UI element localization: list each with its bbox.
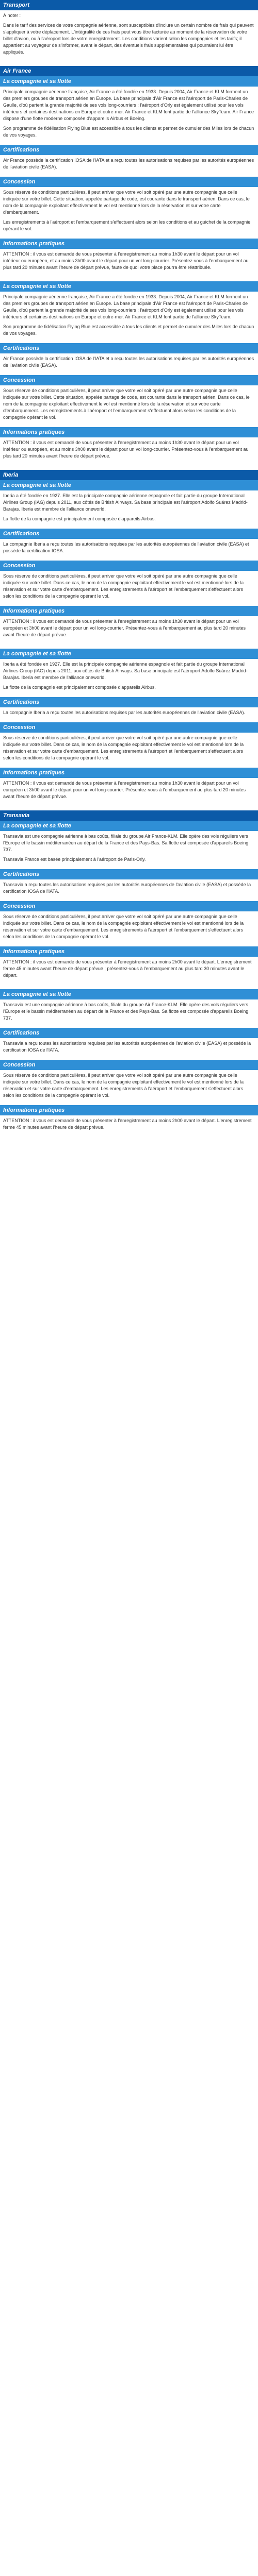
subheader-certifications: Certifications bbox=[0, 145, 258, 155]
company-paragraph: Transavia est une compagnie aérienne à bas coûts, filiale du groupe Air France-KLM. Elle opère des vols réguliers vers l'Europe et le bassin méditerranéen au départ de la France et des Pays-Bas. Sa flotte est composée d'appareils Boeing 737. bbox=[3, 834, 249, 852]
subheader-company: La compagnie et sa flotte bbox=[0, 480, 258, 490]
info-paragraph: ATTENTION : il vous est demandé de vous présenter à l'enregistrement au moins 1h30 avant le départ pour un vol européen et 3h00 avant le départ pour un vol long-courrier. Présentez-vous à l'embarquement au plus tard 20 minutes avant l'heure de départ prévue. bbox=[3, 781, 246, 799]
company-paragraph: La flotte de la compagnie est principalement composée d'appareils Airbus. bbox=[3, 516, 156, 521]
certifications-block bbox=[0, 1038, 258, 1060]
company-paragraph: Iberia a été fondée en 1927. Elle est la principale compagnie aérienne espagnole et fait partie du groupe International Airlines Group (IAG) depuis 2011, aux côtés de British Airways. Sa base principale est l'aéroport Adolfo Suárez Madrid-Barajas. Iberia est membre de l'alliance oneworld. bbox=[3, 493, 248, 512]
subheader-info: Informations pratiques bbox=[0, 427, 258, 437]
subheader-certifications: Certifications bbox=[0, 869, 258, 879]
concession-paragraph: Sous réserve de conditions particulières, il peut arriver que votre vol soit opéré par une autre compagnie que celle indiquée sur votre billet. Dans ce cas, le nom de la compagnie exploitant effectivement le vol est mentionné lors de la réservation et sur votre carte d'embarquement. Les enregistrements à l'aéroport et l'embarquement s'effectuent alors selon les conditions de la compagnie opérant le vol. bbox=[3, 735, 244, 760]
info-paragraph: ATTENTION : il vous est demandé de vous présenter à l'enregistrement au moins 2h00 avant le départ. L'enregistrement ferme 45 minutes avant l'heure de départ prévue. bbox=[3, 1118, 252, 1130]
company-block bbox=[0, 999, 258, 1028]
certifications-block bbox=[0, 707, 258, 722]
subheader-concession: Concession bbox=[0, 177, 258, 187]
subheader-info: Informations pratiques bbox=[0, 606, 258, 616]
subheader-info: Informations pratiques bbox=[0, 1105, 258, 1115]
subheader-certifications: Certifications bbox=[0, 343, 258, 353]
certifications-paragraph: Transavia a reçu toutes les autorisations requises par les autorités européennes de l'aviation civile (EASA) et possède la certification IOSA de l'IATA. bbox=[3, 882, 251, 894]
concession-block bbox=[0, 911, 258, 946]
info-block bbox=[0, 957, 258, 985]
info-block bbox=[0, 249, 258, 277]
company-block bbox=[0, 87, 258, 145]
certifications-paragraph: La compagnie Iberia a reçu toutes les autorisations requises par les autorités européennes de l'aviation civile (EASA) et possède la certification IOSA. bbox=[3, 541, 249, 553]
info-paragraph: ATTENTION : il vous est demandé de vous présenter à l'enregistrement au moins 1h30 avant le départ pour un vol intérieur ou européen, et au moins 3h00 avant le départ pour un vol long-courrier. Présentez-vous à l'embarquement au plus tard 20 minutes avant l'heure de départ prévue, faute de quoi votre place pourra être réattribuée. bbox=[3, 251, 249, 270]
info-block bbox=[0, 437, 258, 466]
certifications-block bbox=[0, 879, 258, 901]
concession-block bbox=[0, 385, 258, 427]
section-header-air-france: Air France bbox=[0, 66, 258, 76]
subheader-company: La compagnie et sa flotte bbox=[0, 76, 258, 87]
company-block bbox=[0, 659, 258, 697]
info-paragraph: ATTENTION : il vous est demandé de vous présenter à l'enregistrement au moins 1h30 avant le départ pour un vol européen et 3h00 avant le départ pour un vol long-courrier. Présentez-vous à l'embarquement au plus tard 20 minutes avant l'heure de départ prévue. bbox=[3, 619, 246, 637]
subheader-concession: Concession bbox=[0, 375, 258, 385]
info-paragraph: ATTENTION : il vous est demandé de vous présenter à l'enregistrement au moins 1h30 avant le départ pour un vol intérieur ou européen, et au moins 3h00 avant le départ pour un vol long-courrier. Présentez-vous à l'embarquement au plus tard 20 minutes avant l'heure de départ prévue. bbox=[3, 440, 249, 459]
certifications-paragraph: La compagnie Iberia a reçu toutes les autorisations requises par les autorités européennes de l'aviation civile (EASA). bbox=[3, 710, 245, 715]
concession-paragraph: Sous réserve de conditions particulières, il peut arriver que votre vol soit opéré par une autre compagnie que celle indiquée sur votre billet. Dans ce cas, le nom de la compagnie exploitant effectivement le vol est mentionné lors de la réservation et sur votre carte d'embarquement. Les enregistrements à l'aéroport et l'embarquement s'effectuent alors selon les conditions de la compagnie opérant le vol. bbox=[3, 914, 244, 939]
concession-block bbox=[0, 571, 258, 606]
transport-section bbox=[0, 10, 258, 62]
concession-paragraph: Sous réserve de conditions particulières, il peut arriver que votre vol soit opéré par une autre compagnie que celle indiquée sur votre billet. Dans ce cas, le nom de la compagnie exploitant effectivement le vol est mentionné lors de la réservation et sur votre carte d'embarquement. Les enregistrements à l'aéroport et l'embarquement s'effectuent alors selon les conditions de la compagnie opérant le vol. bbox=[3, 1073, 244, 1098]
subheader-company: La compagnie et sa flotte bbox=[0, 821, 258, 831]
company-paragraph: Son programme de fidélisation Flying Blue est accessible à tous les clients et permet de cumuler des Miles lors de chacun de vos voyages. bbox=[3, 126, 254, 138]
company-paragraph: Principale compagnie aérienne française, Air France a été fondée en 1933. Depuis 2004, Air France et KLM forment un des premiers groupes de transport aérien en Europe. La base principale d'Air France est l'aéroport de Paris-Charles de Gaulle, d'où partent la grande majorité de ses vols long-courriers ; l'aéroport d'Orly est également utilisé pour les vols intérieurs et certaines destinations en Europe et outre-mer. Air France et KLM font partie de l'alliance SkyTeam. Air France dispose d'une flotte moderne composée d'appareils Airbus et Boeing. bbox=[3, 89, 254, 121]
concession-paragraph: Sous réserve de conditions particulières, il peut arriver que votre vol soit opéré par une autre compagnie que celle indiquée sur votre billet. Cette situation, appelée partage de code, est courante dans le transport aérien. Dans ce cas, le nom de la compagnie exploitant effectivement le vol est mentionné lors de la réservation et sur votre carte d'embarquement. bbox=[3, 190, 250, 215]
subheader-info: Informations pratiques bbox=[0, 239, 258, 249]
certifications-paragraph: Air France possède la certification IOSA de l'IATA et a reçu toutes les autorisations requises par les autorités européennes de l'aviation civile (EASA). bbox=[3, 356, 254, 368]
section-header-iberia: Iberia bbox=[0, 470, 258, 480]
concession-paragraph: Sous réserve de conditions particulières, il peut arriver que votre vol soit opéré par une autre compagnie que celle indiquée sur votre billet. Cette situation, appelée partage de code, est courante dans le transport aérien. Dans ce cas, le nom de la compagnie exploitant effectivement le vol est mentionné lors de la réservation et sur votre carte d'embarquement. Les enregistrements à l'aéroport et l'embarquement s'effectuent alors selon les conditions de la compagnie opérant le vol. bbox=[3, 388, 250, 420]
subheader-certifications: Certifications bbox=[0, 1028, 258, 1038]
company-block bbox=[0, 831, 258, 869]
subheader-concession: Concession bbox=[0, 561, 258, 571]
concession-paragraph: Sous réserve de conditions particulières, il peut arriver que votre vol soit opéré par une autre compagnie que celle indiquée sur votre billet. Dans ce cas, le nom de la compagnie exploitant effectivement le vol est mentionné lors de la réservation et sur votre carte d'embarquement. Les enregistrements à l'aéroport et l'embarquement s'effectuent alors selon les conditions de la compagnie opérant le vol. bbox=[3, 573, 244, 599]
certifications-block bbox=[0, 353, 258, 375]
info-block bbox=[0, 616, 258, 645]
certifications-paragraph: Transavia a reçu toutes les autorisations requises par les autorités européennes de l'aviation civile (EASA) et possède la certification IOSA de l'IATA. bbox=[3, 1041, 251, 1053]
transport-intro: À noter : bbox=[3, 13, 21, 18]
concession-block bbox=[0, 1070, 258, 1105]
concession-paragraph: Les enregistrements à l'aéroport et l'embarquement s'effectuent alors selon les conditions et au guichet de la compagnie opérant le vol. bbox=[3, 219, 251, 231]
certifications-block bbox=[0, 155, 258, 177]
subheader-certifications: Certifications bbox=[0, 697, 258, 707]
subheader-concession: Concession bbox=[0, 1060, 258, 1070]
subheader-info: Informations pratiques bbox=[0, 946, 258, 957]
subheader-company: La compagnie et sa flotte bbox=[0, 281, 258, 292]
concession-block bbox=[0, 733, 258, 768]
subheader-certifications: Certifications bbox=[0, 529, 258, 539]
company-paragraph: Transavia est une compagnie aérienne à bas coûts, filiale du groupe Air France-KLM. Elle opère des vols réguliers vers l'Europe et le bassin méditerranéen au départ de la France et des Pays-Bas. Sa flotte est composée d'appareils Boeing 737. bbox=[3, 1002, 249, 1021]
company-block bbox=[0, 490, 258, 529]
company-paragraph: Transavia France est basée principalement à l'aéroport de Paris-Orly. bbox=[3, 857, 146, 862]
subheader-concession: Concession bbox=[0, 901, 258, 911]
subheader-company: La compagnie et sa flotte bbox=[0, 989, 258, 999]
info-paragraph: ATTENTION : il vous est demandé de vous présenter à l'enregistrement au moins 2h00 avant le départ. L'enregistrement ferme 45 minutes avant l'heure de départ prévue ; présentez-vous à l'embarquement au plus tard 30 minutes avant le départ. bbox=[3, 959, 252, 978]
subheader-info: Informations pratiques bbox=[0, 768, 258, 778]
company-paragraph: La flotte de la compagnie est principalement composée d'appareils Airbus. bbox=[3, 685, 156, 690]
section-header-transavia: Transavia bbox=[0, 810, 258, 821]
transport-note: Dans le tarif des services de votre compagnie aérienne, sont susceptibles d'inclure un certain nombre de frais qui peuvent s'appliquer à votre déplacement. L'intégralité de ces frais peut vous être facturée au moment de la réservation de votre billet d'avion, ou à l'aéroport lors de votre enregistrement. Les conditions varient selon les compagnies et les tarifs; il appartient au voyageur de s'informer, avant le départ, des éventuels frais supplémentaires qui pourraient lui être appliqués. bbox=[3, 23, 254, 55]
company-paragraph: Principale compagnie aérienne française, Air France a été fondée en 1933. Depuis 2004, Air France et KLM forment un des premiers groupes de transport aérien en Europe. La base principale d'Air France est l'aéroport de Paris-Charles de Gaulle, d'où partent la grande majorité de ses vols long-courriers ; l'aéroport d'Orly est également utilisé pour les vols intérieurs et certaines destinations en Europe et outre-mer. Air France et KLM font partie de l'alliance SkyTeam. bbox=[3, 294, 248, 319]
info-block bbox=[0, 1115, 258, 1137]
info-block bbox=[0, 778, 258, 806]
section-header-transport: Transport bbox=[0, 0, 258, 10]
certifications-block bbox=[0, 539, 258, 561]
subheader-company: La compagnie et sa flotte bbox=[0, 649, 258, 659]
company-paragraph: Iberia a été fondée en 1927. Elle est la principale compagnie aérienne espagnole et fait partie du groupe International Airlines Group (IAG) depuis 2011, aux côtés de British Airways. Sa base principale est l'aéroport Adolfo Suárez Madrid-Barajas. Iberia est membre de l'alliance oneworld. bbox=[3, 662, 248, 680]
subheader-concession: Concession bbox=[0, 722, 258, 733]
concession-block bbox=[0, 187, 258, 239]
company-block bbox=[0, 292, 258, 343]
company-paragraph: Son programme de fidélisation Flying Blue est accessible à tous les clients et permet de cumuler des Miles lors de chacun de vos voyages. bbox=[3, 324, 254, 336]
certifications-paragraph: Air France possède la certification IOSA de l'IATA et a reçu toutes les autorisations requises par les autorités européennes de l'aviation civile (EASA). bbox=[3, 158, 254, 170]
